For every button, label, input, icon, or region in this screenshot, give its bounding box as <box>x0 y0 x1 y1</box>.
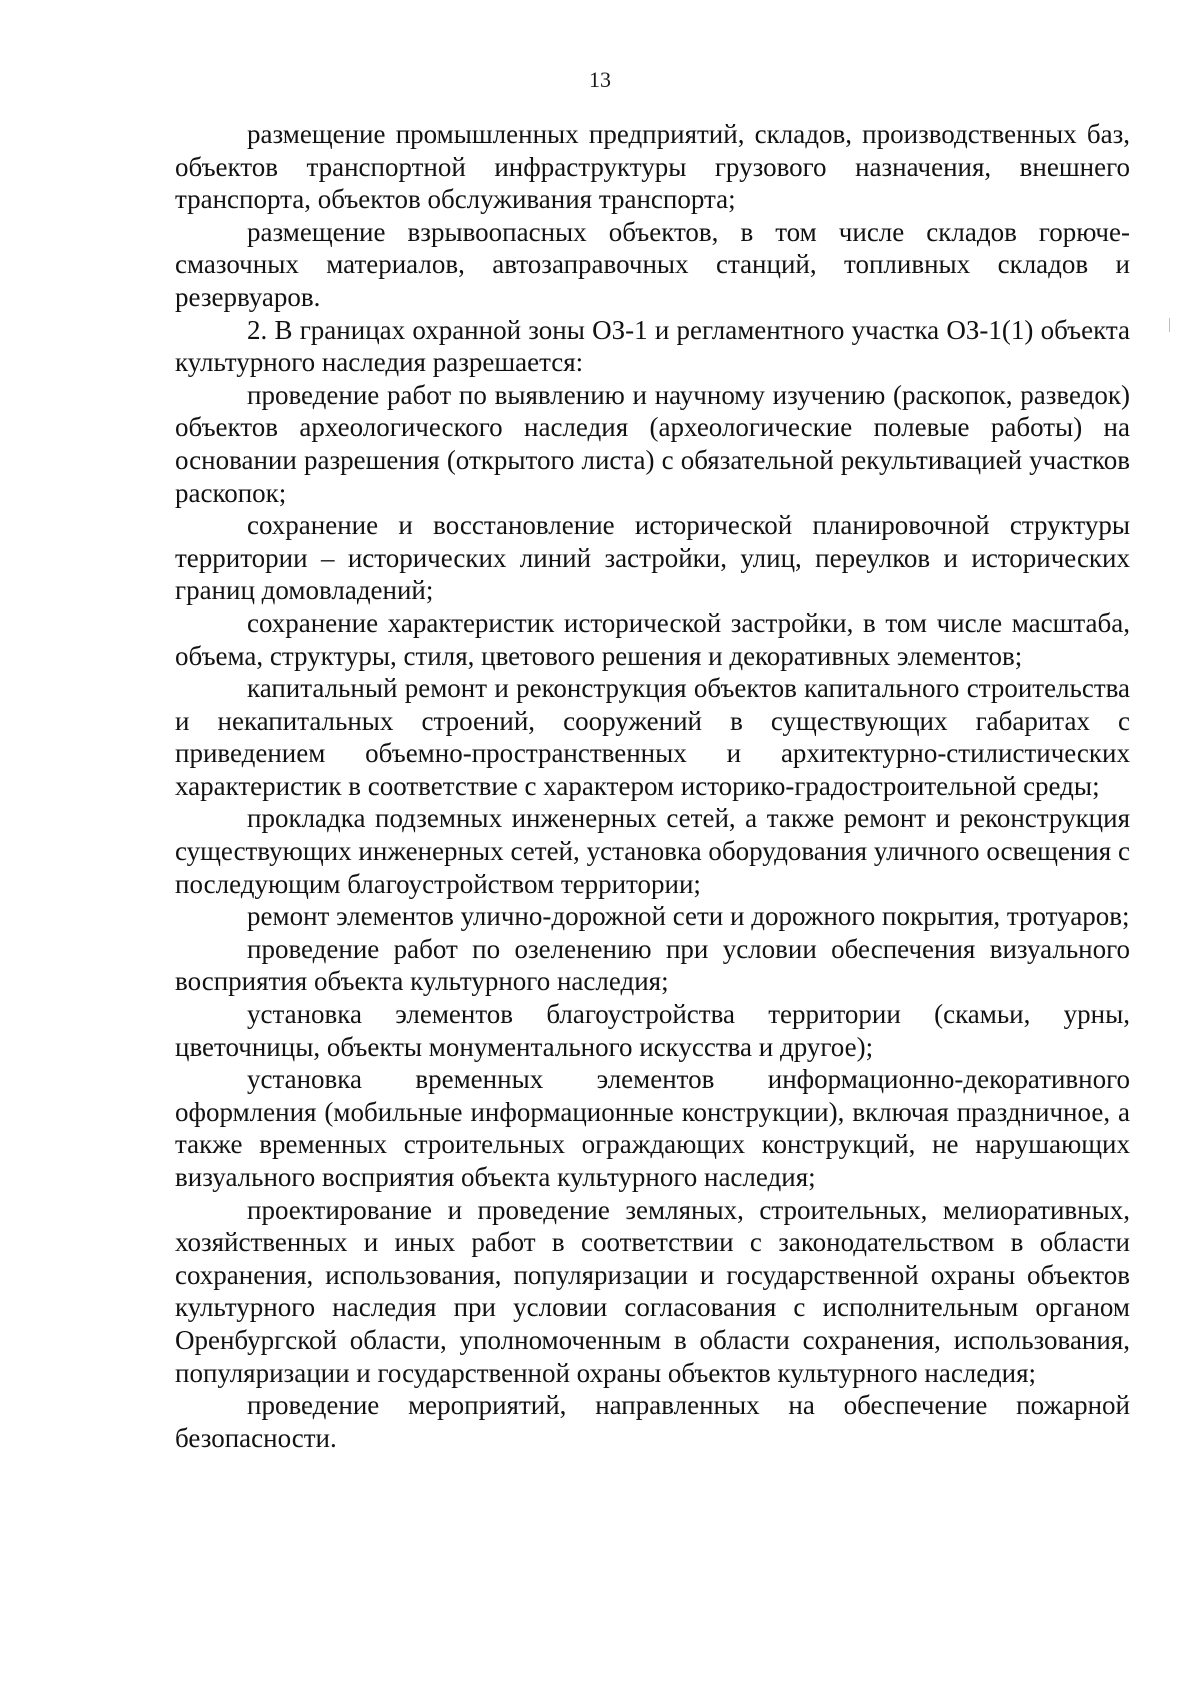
paragraph-capital-repair: капитальный ремонт и реконструкция объектов капитального строительства и некапитальных строений, сооружений в существующих габаритах с приведением объемно-пространственных и архитектурно-стилистических характеристик в соответствие с характером историко-градостроительной среды; <box>175 673 1130 801</box>
paragraph-landscaping-elements: установка элементов благоустройства территории (скамьи, урны, цветочницы, объекты монументального искусства и другое); <box>175 999 1130 1062</box>
paragraph-design-and-works: проектирование и проведение земляных, строительных, мелиоративных, хозяйственных и иных работ в соответствии с законодательством в области сохранения, использования, популяризации и государственной охраны объектов культурного наследия при условии согласования с исполнительным органом Оренбургской области, уполномоченным в области сохранения, использования, популяризации и государственной охраны объектов культурного наследия; <box>175 1194 1130 1388</box>
paragraph-road-repair: ремонт элементов улично-дорожной сети и дорожного покрытия, тротуаров; <box>247 901 1130 932</box>
paragraph-temporary-decor: установка временных элементов информационно-декоративного оформления (мобильные информационные конструкции), включая праздничное, а также временных строительных ограждающих конструкций, не нарушающих визуального восприятия объекта культурного наследия; <box>175 1064 1130 1192</box>
page-number: 13 <box>589 67 611 92</box>
paragraph-building-characteristics: сохранение характеристик исторической застройки, в том числе масштаба, объема, структуры, стиля, цветового решения и декоративных элементов; <box>175 607 1130 671</box>
paragraph-greening: проведение работ по озеленению при условии обеспечения визуального восприятия объекта культурного наследия; <box>175 933 1130 997</box>
paragraph-planning-structure: сохранение и восстановление исторической планировочной структуры территории – исторических линий застройки, улиц, переулков и исторических границ домовладений; <box>175 510 1130 606</box>
paragraph-explosive-objects: размещение взрывоопасных объектов, в том числе складов горюче-смазочных материалов, автозаправочных станций, топливных складов и резервуаров. <box>175 216 1130 312</box>
document-body <box>175 118 1130 1454</box>
paragraph-industrial-placement: размещение промышленных предприятий, складов, производственных баз, объектов транспортной инфраструктуры грузового назначения, внешнего транспорта, объектов обслуживания транспорта; <box>175 119 1130 215</box>
scan-artifact-mark <box>1169 318 1170 332</box>
paragraph-fire-safety: проведение мероприятий, направленных на обеспечение пожарной безопасности. <box>175 1390 1130 1453</box>
paragraph-zone-oz1-permitted: 2. В границах охранной зоны ОЗ-1 и регламентного участка ОЗ-1(1) объекта культурного наследия разрешается: <box>175 314 1130 378</box>
paragraph-archaeological-works: проведение работ по выявлению и научному изучению (раскопок, разведок) объектов археологического наследия (археологические полевые работы) на основании разрешения (открытого листа) с обязательной рекультивацией участков раскопок; <box>175 379 1130 508</box>
paragraph-engineering-networks: прокладка подземных инженерных сетей, а также ремонт и реконструкция существующих инженерных сетей, установка оборудования уличного освещения с последующим благоустройством территории; <box>175 803 1130 899</box>
